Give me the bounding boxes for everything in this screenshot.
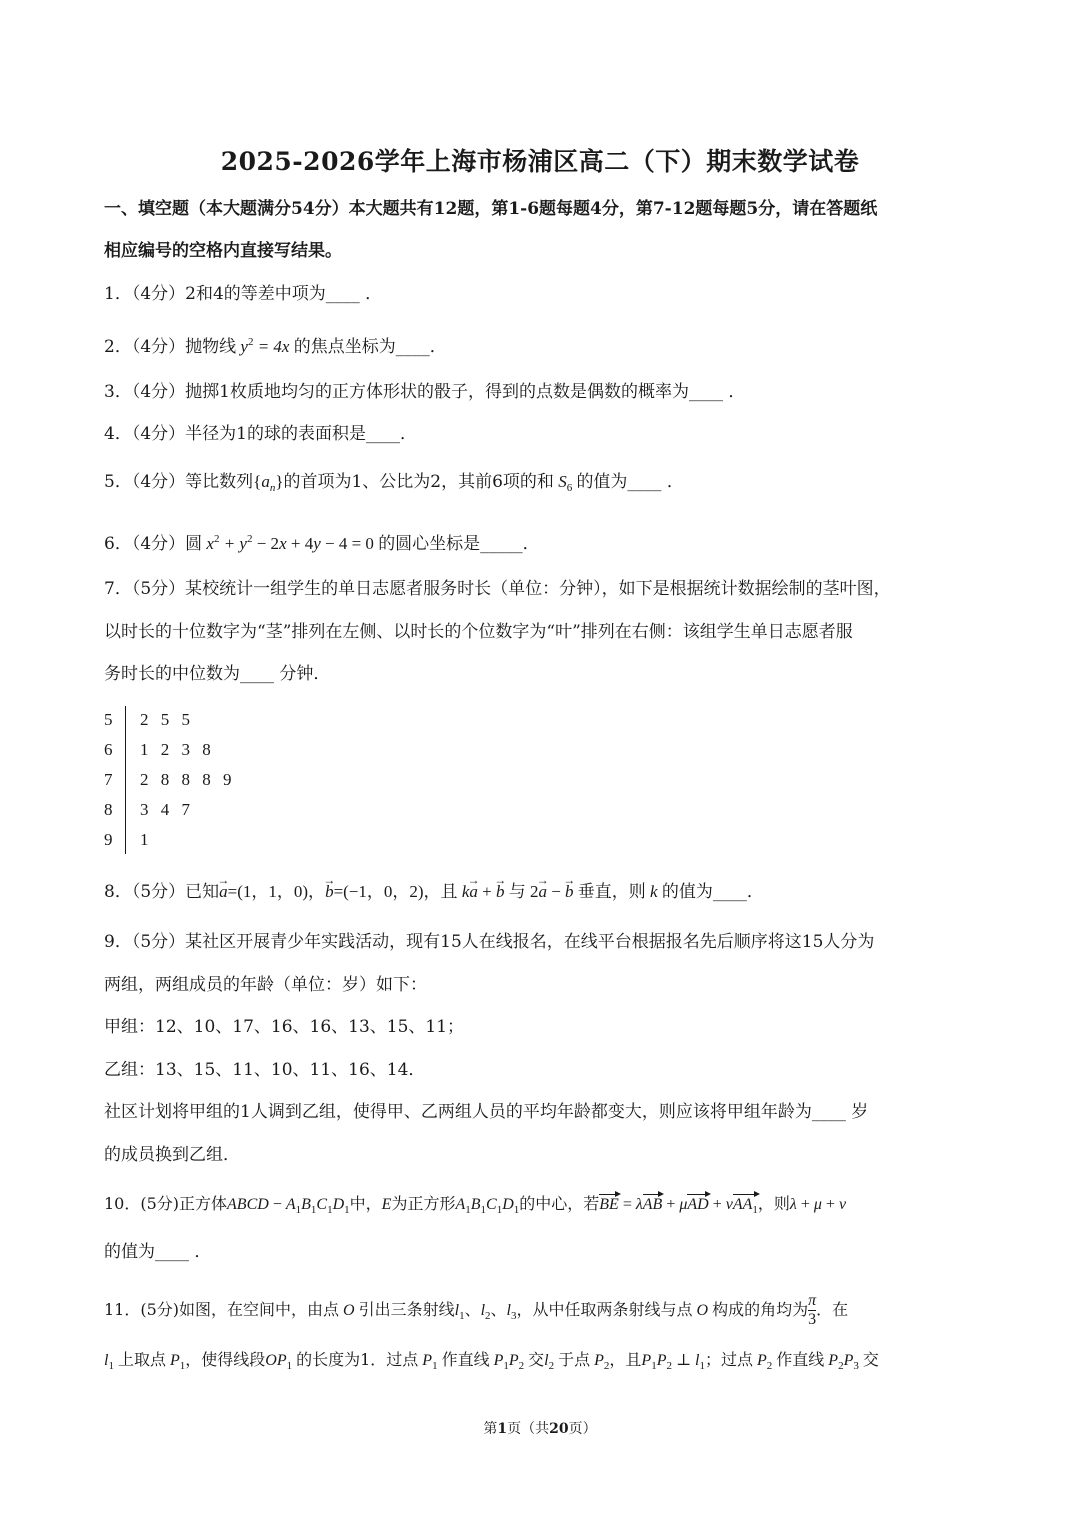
stem-value: 6 xyxy=(104,740,113,759)
point-p2: $P_2$ xyxy=(753,1352,773,1372)
question-11-pre: 11．(5分)如图，在空间中，由点 xyxy=(104,1300,340,1319)
leaf-values: 1 2 3 8 xyxy=(140,740,211,759)
segment-op1: $OP_1$ xyxy=(265,1352,293,1372)
section-heading-line-2: 相应编号的空格内直接写结果。 xyxy=(104,241,342,261)
question-11-line-2 xyxy=(104,1348,984,1378)
footer-pre: 第 xyxy=(483,1421,498,1437)
question-6-post: 的圆心坐标是_____． xyxy=(378,534,540,554)
question-10-pre: 10．(5分)正方体 xyxy=(104,1194,228,1213)
footer-mid: 页（共 xyxy=(507,1421,550,1437)
question-4: 4．（4分）半径为1的球的表面积是____． xyxy=(104,424,417,444)
page-title: 2025-2026学年上海市杨浦区高二（下）期末数学试卷 xyxy=(220,147,860,176)
question-2-pre: 2．（4分）抛物线 xyxy=(104,337,237,357)
line-p1p2: $P_1P_2$ xyxy=(489,1352,525,1372)
section-heading-line-1: 一、填空题（本大题满分54分）本大题共有12题，第1-6题每题4分，第7-12题每题5分，请在答题纸 xyxy=(104,199,878,219)
footer-total-pages: 20 xyxy=(549,1421,569,1437)
question-7-line-1: 7．（5分）某校统计一组学生的单日志愿者服务时长（单位：分钟），如下是根据统计数据绘制的茎叶图， xyxy=(104,579,891,599)
stem-value: 9 xyxy=(104,830,113,849)
question-8-b-value: =(−1，0，2)，且 xyxy=(333,882,458,901)
stem-leaf-row xyxy=(104,735,232,765)
question-8-pre: 8．（5分）已知 xyxy=(104,882,220,902)
stem-value: 5 xyxy=(104,710,113,729)
question-10-cube: ABCD − $A_1B_1C_1D_1$ xyxy=(227,1196,350,1216)
ray-l2: $l_2$ xyxy=(544,1352,555,1372)
question-11-line2-a: 上取点 xyxy=(117,1350,166,1369)
leaf-values: 2 8 8 8 9 xyxy=(140,770,232,789)
point-o: O xyxy=(339,1302,359,1319)
question-8-post: 垂直，则 xyxy=(577,882,646,902)
question-1: 1．（4分）2和4的等差中项为____ ． xyxy=(104,284,383,304)
question-8-end: 的值为____． xyxy=(661,882,764,902)
question-10-sum: λ + μ + ν xyxy=(789,1196,847,1213)
stem-leaf-row xyxy=(104,825,232,855)
leaf-values: 1 xyxy=(140,830,149,849)
question-9-line-3: 甲组：12、10、17、16、16、13、15、11； xyxy=(104,1017,465,1037)
question-11-rays: $l_1$、$l_2$、$l_3$ xyxy=(454,1302,517,1322)
ray-l1: $l_1$ xyxy=(104,1352,114,1372)
point-p2: $P_2$ xyxy=(590,1352,610,1372)
question-10-square: $A_1B_1C_1D_1$ xyxy=(455,1196,520,1216)
question-11-line2-c: 的长度为1．过点 xyxy=(296,1350,419,1369)
question-10-line-1 xyxy=(104,1192,984,1222)
perpendicular-expr: $P_1P_2$ ⊥ $l_1$ xyxy=(641,1352,705,1372)
question-7-line-3: 务时长的中位数为____ 分钟． xyxy=(104,664,331,684)
question-11-line2-j: 交 xyxy=(862,1350,879,1369)
question-6 xyxy=(104,527,984,556)
question-2-post: 的焦点坐标为____． xyxy=(293,337,447,357)
question-6-pre: 6．（4分）圆 xyxy=(104,534,203,554)
point-p1: $P_1$ xyxy=(165,1352,186,1372)
question-8-k: k xyxy=(645,882,662,901)
question-5-post: 的值为____ ． xyxy=(576,472,684,492)
stem-leaf-row xyxy=(104,765,232,795)
question-11-mid: 引出三条射线 xyxy=(358,1300,455,1319)
question-3: 3．（4分）抛掷1枚质地均匀的正方体形状的骰子，得到的点数是偶数的概率为____ ． xyxy=(104,382,746,402)
question-8-mid: 与 xyxy=(508,882,526,902)
question-10-mid2: 为正方形 xyxy=(391,1194,456,1213)
stem-value: 7 xyxy=(104,770,113,789)
leaf-values: 2 5 5 xyxy=(140,710,190,729)
fraction-pi-over-3: $\frac{\pi}{3}$ xyxy=(808,1292,817,1328)
question-11-line2-f: 于点 xyxy=(558,1350,591,1369)
question-10-mid: 中， xyxy=(349,1194,382,1213)
question-11-mid3: 构成的角均为 xyxy=(712,1300,809,1319)
question-11-line2-h: ；过点 xyxy=(704,1350,753,1369)
question-11-end: ．在 xyxy=(816,1300,849,1319)
question-11-line-1 xyxy=(104,1292,984,1329)
question-10-mid3: 的中心，若 xyxy=(519,1194,600,1213)
question-10-post: ，则 xyxy=(757,1194,790,1213)
question-11-line2-e: 交 xyxy=(528,1350,545,1369)
vector-b: → b xyxy=(325,880,334,904)
stem-leaf-row xyxy=(104,795,232,825)
question-5-sum: $S_6$ xyxy=(553,472,573,494)
question-11-line2-g: ，且 xyxy=(609,1350,642,1369)
stem-value: 8 xyxy=(104,800,113,819)
question-9-line-1: 9．（5分）某社区开展青少年实践活动，现有15人在线报名，在线平台根据报名先后顺序将这15人分为 xyxy=(104,932,875,952)
question-9-line-6: 的成员换到乙组． xyxy=(104,1145,240,1165)
stem-leaf-divider xyxy=(125,706,126,854)
question-11-line2-d: 作直线 xyxy=(441,1350,490,1369)
question-5-pre: 5．（4分）等比数列 xyxy=(104,472,254,492)
question-6-formula: $x^2 + y^2 - 2x + 4y - 4 = 0$ xyxy=(202,533,374,553)
line-p2p3: $P_2P_3$ xyxy=(824,1352,859,1372)
question-5-sequence: $\{a_n\}$ xyxy=(253,472,284,494)
vector-a: → a xyxy=(219,880,228,904)
question-9-line-5: 社区计划将甲组的1人调到乙组，使得甲、乙两组人员的平均年龄都变大，则应该将甲组年龄为____ 岁 xyxy=(104,1102,869,1122)
question-9-line-4: 乙组：13、15、11、10、11、16、14． xyxy=(104,1060,426,1080)
question-5 xyxy=(104,470,984,500)
question-8-expr-1: k→ a + → b xyxy=(458,882,509,901)
question-8-expr-2: 2→ a − → b xyxy=(526,882,578,901)
question-11-line2-i: 作直线 xyxy=(776,1350,825,1369)
footer-page-number: 1 xyxy=(497,1421,508,1437)
footer-post: 页） xyxy=(568,1421,597,1437)
question-11-line2-b: ，使得线段 xyxy=(185,1350,266,1369)
point-o: O xyxy=(692,1302,713,1319)
question-10-line-2: 的值为____ ． xyxy=(104,1242,212,1262)
question-10-vector-eq: BE = λAB + μAD + νAA$_1$ xyxy=(599,1196,758,1216)
question-11-mid2: ，从中任取两条射线与点 xyxy=(516,1300,693,1319)
question-2 xyxy=(104,330,984,359)
point-p1: $P_1$ xyxy=(418,1352,438,1372)
stem-leaf-plot xyxy=(104,705,232,855)
question-8-a-value: =(1，1，0)， xyxy=(227,882,326,901)
page-footer xyxy=(0,1418,1080,1438)
question-5-mid: 的首项为1、公比为2，其前6项的和 xyxy=(283,472,554,492)
question-9-line-2: 两组，两组成员的年龄（单位：岁）如下： xyxy=(104,975,427,995)
stem-leaf-row xyxy=(104,705,232,735)
question-7-line-2: 以时长的十位数字为“茎”排列在左侧、以时长的个位数字为“叶”排列在右侧：该组学生单日志愿者服 xyxy=(104,622,853,642)
leaf-values: 3 4 7 xyxy=(140,800,190,819)
question-10-e: E xyxy=(381,1196,392,1213)
question-8 xyxy=(104,880,984,904)
question-2-formula: $y^2 = 4x$ xyxy=(236,336,294,356)
